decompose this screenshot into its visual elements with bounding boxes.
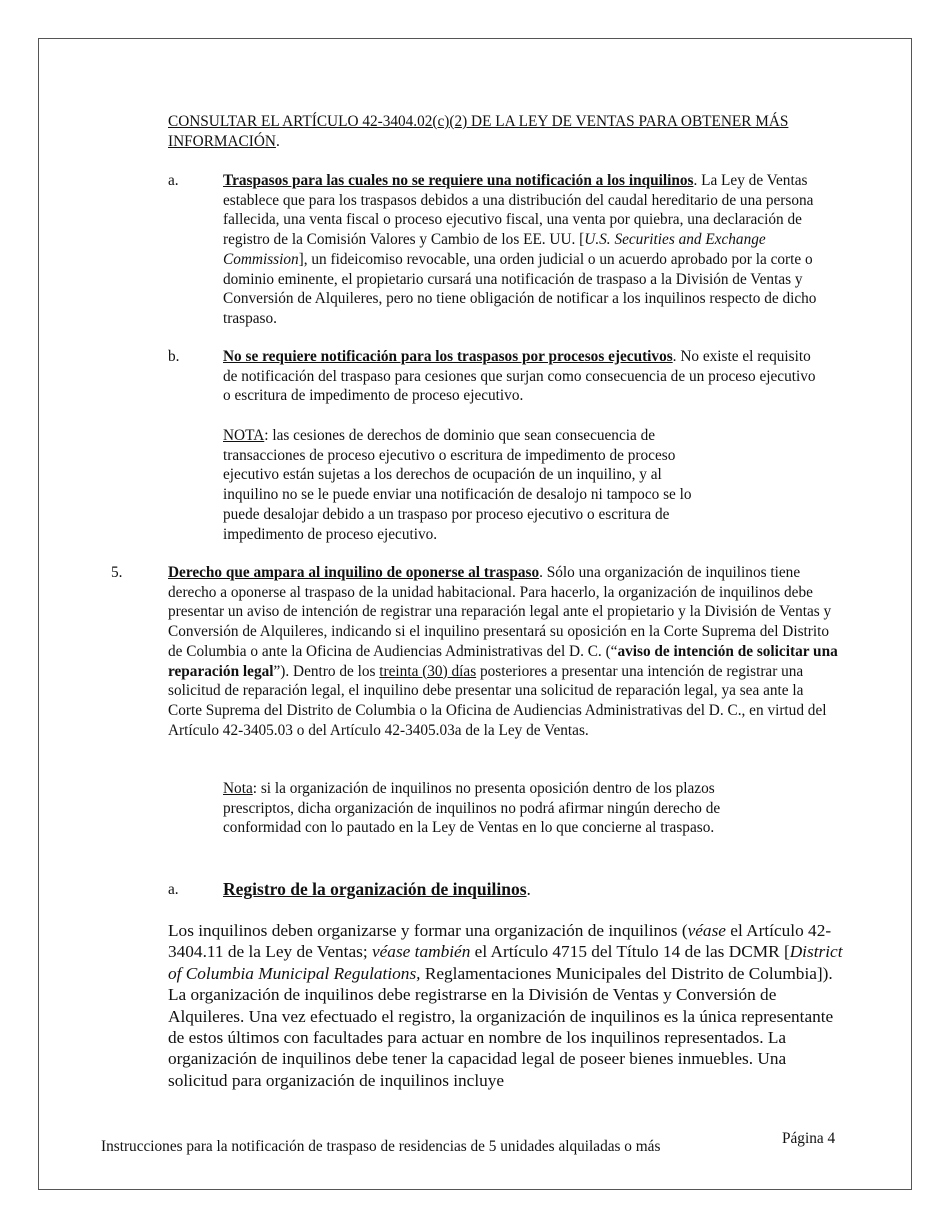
note-1 — [223, 426, 713, 544]
footer-title: Instrucciones para la notificación de traspaso de residencias de 5 unidades alquiladas o más — [101, 1138, 661, 1155]
intro-reference-end: . — [275, 132, 280, 150]
sub-a-heading-line — [223, 878, 531, 900]
paragraph-italic-2: véase también — [371, 942, 471, 962]
item-5-text-3: posteriores a presentar una intención de registrar una solicitud de reparación legal, el inquilino debe presentar una solicitud de reparación legal, ya sea ante la Corte Suprema del Distrito de Columbia o la Oficina de Audiencias Administrativas del D. C., en virtud del Artículo 42-3405.03 o del Artículo 42-3405.03a de la Ley de Ventas. — [168, 662, 827, 739]
item-a-paragraph — [223, 171, 835, 329]
item-a-italic: U.S. Securities and Exchange Commission — [223, 231, 766, 268]
note-1-text: : las cesiones de derechos de dominio que sean consecuencia de transacciones de proceso ejecutivo o escritura de impedimento de proceso ejecutivo están sujetas a los derechos de ocupación de un inquilino, y al inquilino no se le puede enviar una notificación de desalojo ni tampoco se lo puede desalojar debido a un traspaso por proceso ejecutivo o escritura de impedimento de proceso ejecutivo. — [223, 427, 692, 543]
paragraph-text-2: el Artículo 42-3404.11 de la Ley de Ventas; — [168, 921, 832, 962]
page-number: Página 4 — [782, 1130, 836, 1147]
item-5-bold-term: aviso de intención de solicitar una reparación legal — [168, 642, 838, 680]
item-a-text-2: ], un fideicomiso revocable, una orden judicial o un acuerdo aprobado por la corte o dominio eminente, el propietario cursará una notificación de traspaso a la División de Ventas y Conversión de Alquileres, pero no tiene obligación de notificar a los inquilinos respecto de dicho traspaso. — [223, 250, 817, 327]
note-2-label: Nota — [223, 780, 253, 797]
item-5-deadline: treinta (30) días — [379, 662, 477, 680]
paragraph-italic-3: District of Columbia Municipal Regulations, — [168, 942, 843, 983]
note-2-text: : si la organización de inquilinos no presenta oposición dentro de los plazos prescriptos, dicha organización de inquilinos no podrá afirmar ningún derecho de conformidad con lo pautado en la Ley de Ventas en lo que concierne al traspaso. — [223, 780, 721, 837]
item-b-paragraph — [223, 347, 823, 406]
item-a-heading: Traspasos para las cuales no se requiere una notificación a los inquilinos — [223, 172, 694, 189]
item-5-marker: 5. — [111, 564, 123, 581]
item-a-text-1: . La Ley de Ventas establece que para los traspasos debidos a una distribución del caudal hereditario de una persona fallecida, una venta fiscal o proceso ejecutivo fiscal, una venta por quiebra, una declaración de registro de la Comisión Valores y Cambio de los EE. UU. [ — [223, 172, 814, 249]
item-5-text-2: ”). Dentro de los — [273, 662, 380, 680]
paragraph-text-4: Reglamentaciones Municipales del Distrito de Columbia]). La organización de inquilinos debe registrarse en la División de Ventas y Conversión de Alquileres. Una vez efectuado el registro, la organización de inquilinos es la única representante de estos últimos con facultades para actuar en nombre de los inquilinos representados. La organización de inquilinos debe tener la capacidad legal de poseer bienes inmuebles. Una solicitud para organización de inquilinos incluye — [168, 963, 834, 1090]
paragraph-text-1: Los inquilinos deben organizarse y formar una organización de inquilinos ( — [168, 921, 688, 940]
intro-reference — [168, 112, 838, 151]
paragraph-italic-1: véase — [687, 921, 726, 940]
sub-a-heading: Registro de la organización de inquilinos — [223, 879, 527, 899]
item-b-text: . No existe el requisito de notificación del traspaso para cesiones que surjan como consecuencia de un proceso ejecutivo o escritura de impedimento de proceso ejecutivo. — [223, 348, 816, 405]
intro-reference-link: CONSULTAR EL ARTÍCULO 42-3404.02(c)(2) DE LA LEY DE VENTAS PARA OBTENER MÁS INFORMACIÓN — [168, 113, 789, 150]
item-a-marker: a. — [168, 172, 179, 189]
item-5-text-1: . Sólo una organización de inquilinos tiene derecho a oponerse al traspaso de la unidad habitacional. Para hacerlo, la organización de inquilinos debe presentar un aviso de intención de registrar una reparación legal ante el propietario y la División de Ventas y Conversión de Alquileres, indicando si el inquilino presentará su oposición en la Corte Suprema del Distrito de Columbia o ante la Oficina de Audiencias Administrativas del D. C. (“ — [168, 564, 832, 660]
item-5-paragraph — [168, 563, 841, 740]
sub-a-heading-end: . — [526, 879, 531, 899]
organization-paragraph — [168, 920, 844, 1091]
sub-a-marker: a. — [168, 881, 179, 898]
item-b-heading: No se requiere notificación para los traspasos por procesos ejecutivos — [223, 348, 673, 365]
note-1-label: NOTA — [223, 427, 265, 444]
item-b-marker: b. — [168, 348, 180, 365]
paragraph-text-3: el Artículo 4715 del Título 14 de las DCMR [ — [470, 942, 790, 962]
note-2 — [223, 779, 731, 838]
item-5-heading: Derecho que ampara al inquilino de oponerse al traspaso — [168, 564, 540, 581]
